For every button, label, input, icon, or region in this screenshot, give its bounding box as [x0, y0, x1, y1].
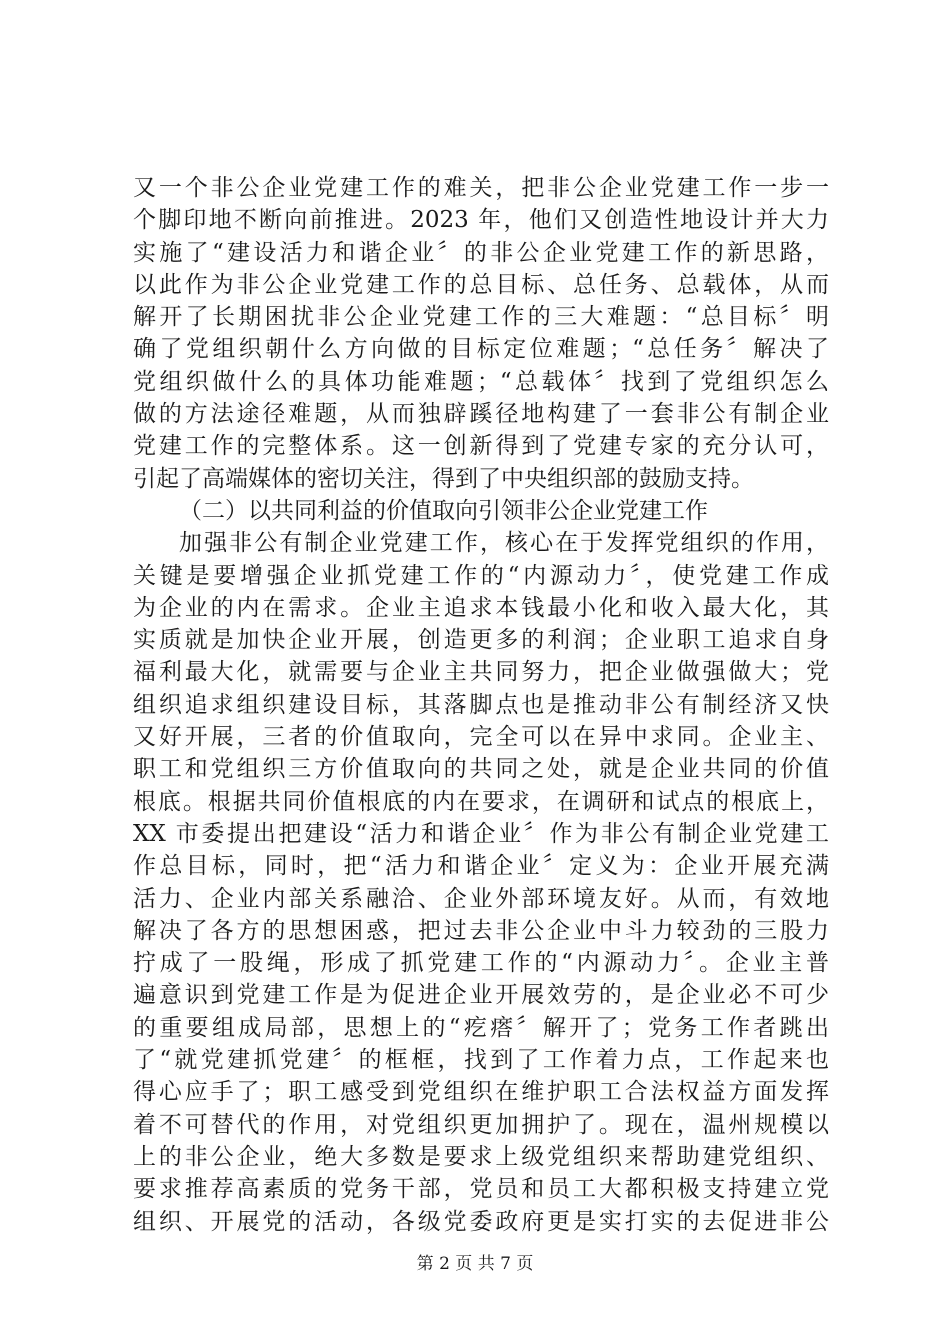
text-line: 实施了“建设活力和谐企业〞的非公企业党建工作的新思路，	[133, 239, 829, 266]
text-line: 根底。根据共同价值根底的内在要求，在调研和试点的根底上，	[133, 788, 829, 815]
text-line: 得心应手了；职工感受到党组织在维护职工合法权益方面发挥	[133, 1079, 829, 1106]
text-line: 解开了长期困扰非公企业党建工作的三大难题：“总目标〞明	[133, 304, 829, 331]
text-line: 解决了各方的思想困惑，把过去非公企业中斗力较劲的三股力	[133, 917, 829, 944]
text-line: 活力、企业内部关系融洽、企业外部环境友好。从而，有效地	[133, 885, 829, 912]
text-line: 确了党组织朝什么方向做的目标定位难题；“总任务〞解决了	[133, 336, 829, 363]
paragraph-first-line: 加强非公有制企业党建工作，核心在于发挥党组织的作用，	[179, 530, 829, 557]
text-line: 做的方法途径难题，从而独辟蹊径地构建了一套非公有制企业	[133, 401, 829, 428]
text-line: 了“就党建抓党建〞的框框，找到了工作着力点，工作起来也	[133, 1047, 829, 1074]
section-heading: （二）以共同利益的价值取向引领非公企业党建工作	[179, 497, 708, 524]
text-line: 又一个非公企业党建工作的难关，把非公企业党建工作一步一	[133, 175, 829, 201]
text-line: 关键是要增强企业抓党建工作的“内源动力〞，使党建工作成	[133, 562, 829, 589]
text-line: 的重要组成局部，思想上的“疙瘩〞解开了；党务工作者跳出	[133, 1014, 829, 1041]
document-body	[133, 172, 829, 1238]
page-number-label: 第 2 页 共 7 页	[416, 1254, 534, 1274]
text-line: 职工和党组织三方价值取向的共同之处，就是企业共同的价值	[133, 756, 829, 783]
text-line: 拧成了一股绳，形成了抓党建工作的“内源动力〞。企业主普	[133, 950, 829, 977]
text-line: 引起了高端媒体的密切关注，得到了中央组织部的鼓励支持。	[133, 465, 754, 492]
text-line: 遍意识到党建工作是为促进企业开展效劳的，是企业必不可少	[133, 982, 829, 1009]
text-line: XX 市委提出把建设“活力和谐企业〞作为非公有制企业党建工	[133, 820, 829, 847]
text-line: 福利最大化，就需要与企业主共同努力，把企业做强做大；党	[133, 659, 829, 686]
text-line: 着不可替代的作用，对党组织更加拥护了。现在，温州规模以	[133, 1111, 829, 1138]
text-line: 组织、开展党的活动，各级党委政府更是实打实的去促进非公	[133, 1208, 829, 1235]
text-line: 要求推荐高素质的党务干部，党员和员工大都积极支持建立党	[133, 1176, 829, 1203]
text-line: 以此作为非公企业党建工作的总目标、总任务、总载体，从而	[133, 271, 829, 298]
page-footer	[0, 1252, 950, 1276]
text-line: 党建工作的完整体系。这一创新得到了党建专家的充分认可，	[133, 433, 829, 460]
text-line: 个脚印地不断向前推进。2023 年，他们又创造性地设计并大力	[133, 207, 829, 234]
text-line: 实质就是加快企业开展，创造更多的利润；企业职工追求自身	[133, 627, 829, 654]
text-line: 党组织做什么的具体功能难题；“总载体〞找到了党组织怎么	[133, 368, 829, 395]
text-line: 组织追求组织建设目标，其落脚点也是推动非公有制经济又快	[133, 691, 829, 718]
text-line: 作总目标，同时，把“活力和谐企业〞定义为：企业开展充满	[133, 853, 829, 880]
text-line: 又好开展，三者的价值取向，完全可以在异中求同。企业主、	[133, 724, 829, 751]
text-line: 上的非公企业，绝大多数是要求上级党组织来帮助建党组织、	[133, 1143, 829, 1170]
text-line: 为企业的内在需求。企业主追求本钱最小化和收入最大化，其	[133, 594, 829, 621]
